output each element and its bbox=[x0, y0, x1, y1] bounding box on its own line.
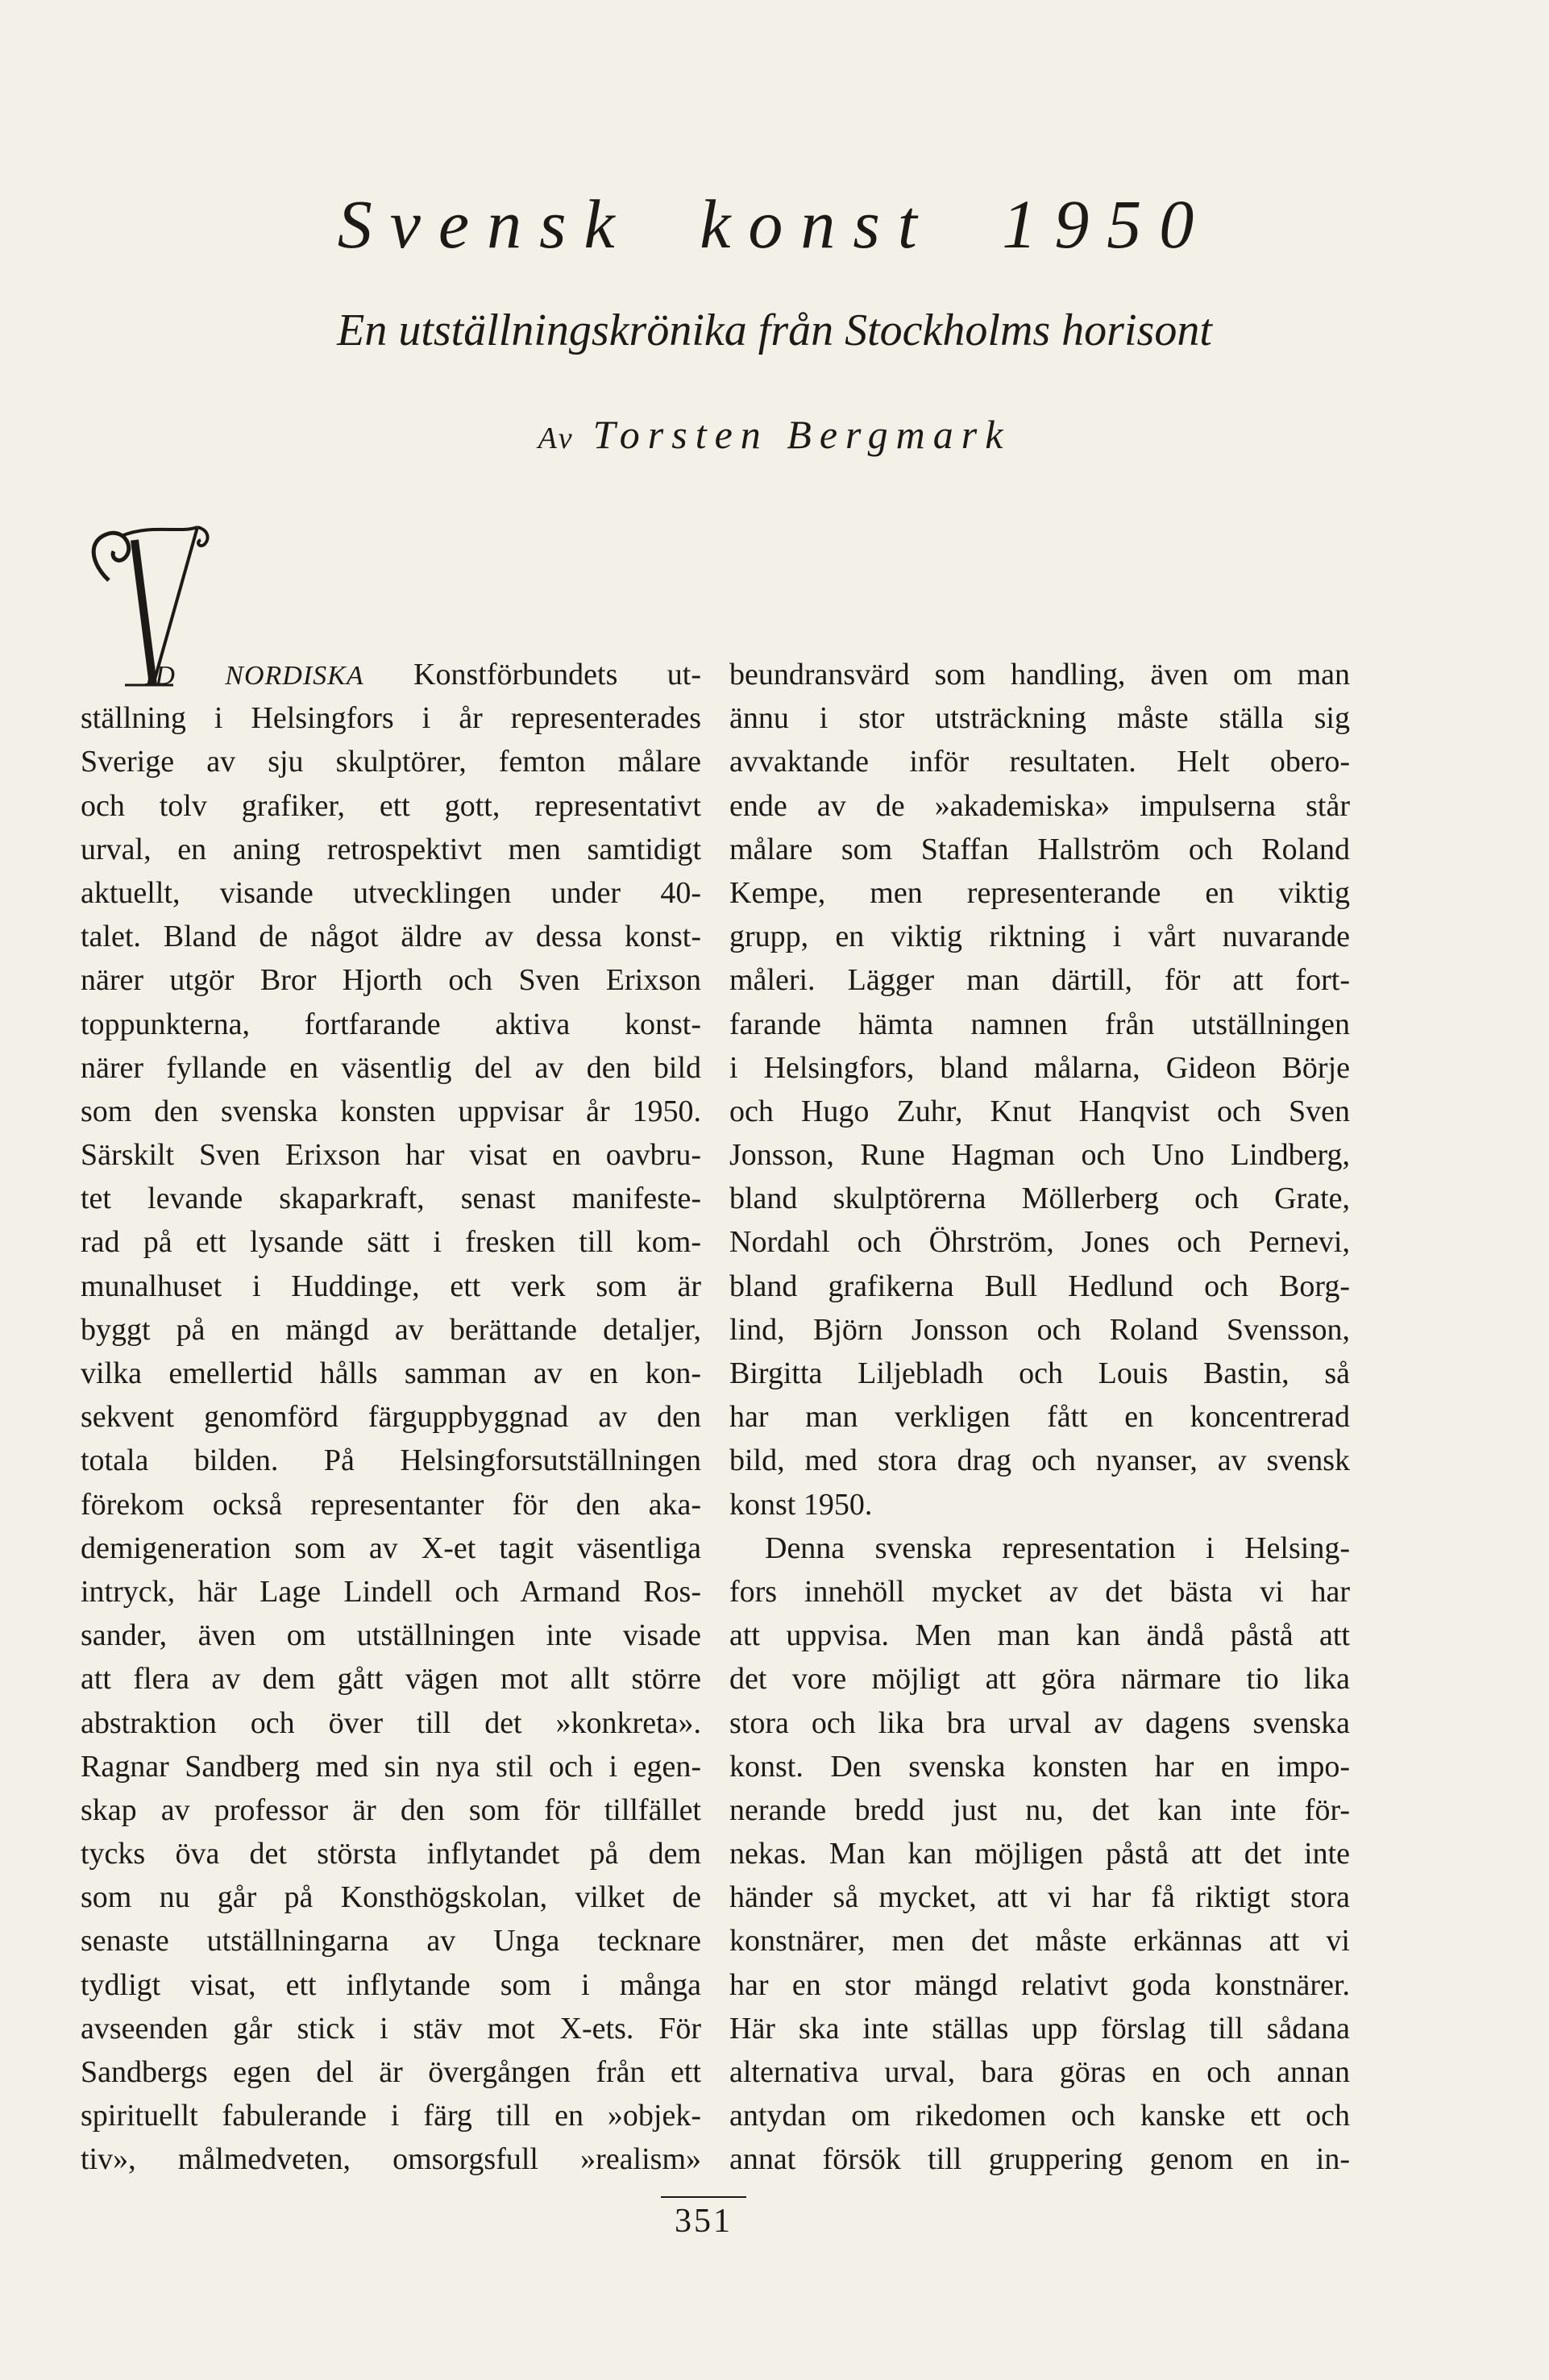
article-line: beundransvärd som handling, även om man bbox=[729, 658, 1350, 692]
article-line: i Helsingfors, bland målarna, Gideon Börje bbox=[729, 1050, 1350, 1085]
article-line: abstraktion och över till det »konkreta». bbox=[81, 1705, 701, 1740]
article-line: munalhuset i Huddinge, ett verk som är bbox=[81, 1269, 701, 1303]
article-line: farande hämta namnen från utställningen bbox=[729, 1007, 1350, 1041]
article-line: och tolv grafiker, ett gott, representativt bbox=[81, 788, 701, 823]
article-line: har en stor mängd relativt goda konstnärer. bbox=[729, 1967, 1350, 2002]
article-line: Här ska inte ställas upp förslag till sådana bbox=[729, 2011, 1350, 2046]
article-line: det vore möjligt att göra närmare tio lika bbox=[729, 1662, 1350, 1697]
article-line: tiv», målmedveten, omsorgsfull »realism» bbox=[81, 2142, 701, 2177]
article-line: närer fyllande en väsentlig del av den bild bbox=[81, 1050, 701, 1085]
article-line: att uppvisa. Men man kan ändå påstå att bbox=[729, 1618, 1350, 1653]
article-line: grupp, en viktig riktning i vårt nuvarande bbox=[729, 920, 1350, 954]
article-line: konst 1950. bbox=[729, 1487, 873, 1522]
article-line: tet levande skaparkraft, senast manifeste- bbox=[81, 1182, 701, 1216]
article-line: närer utgör Bror Hjorth och Sven Erixson bbox=[81, 963, 701, 998]
article-line: ställning i Helsingfors i år representerades bbox=[81, 701, 701, 736]
article-line bbox=[81, 653, 701, 696]
article-line: ännu i stor utsträckning måste ställa sig bbox=[729, 701, 1350, 736]
article-line: avseenden går stick i stäv mot X-ets. För bbox=[81, 2011, 701, 2046]
article-line: nerande bredd just nu, det kan inte för- bbox=[729, 1792, 1350, 1827]
article-line: senaste utställningarna av Unga tecknare bbox=[81, 1924, 701, 1958]
article-line: toppunkterna, fortfarande aktiva konst- bbox=[81, 1007, 701, 1041]
article-line: stora och lika bra urval av dagens svenska bbox=[729, 1705, 1350, 1740]
article-line: alternativa urval, bara göras en och annan bbox=[729, 2055, 1350, 2089]
byline-prefix: Av bbox=[538, 422, 575, 455]
article-line: byggt på en mängd av berättande detaljer, bbox=[81, 1312, 701, 1347]
article-line: lind, Björn Jonsson och Roland Svensson, bbox=[729, 1312, 1350, 1347]
article-line: Kempe, men representerande en viktig bbox=[729, 875, 1350, 910]
article-line: tycks öva det största inflytandet på dem bbox=[81, 1837, 701, 1871]
article-line: och Hugo Zuhr, Knut Hanqvist och Sven bbox=[729, 1094, 1350, 1128]
article-line: som den svenska konsten uppvisar år 1950. bbox=[81, 1094, 701, 1128]
article-line: antydan om rikedomen och kanske ett och bbox=[729, 2099, 1350, 2133]
article-line: urval, en aning retrospektivt men samtidigt bbox=[81, 832, 701, 866]
left-column bbox=[81, 653, 701, 2182]
article-line: nekas. Man kan möjligen påstå att det inte bbox=[729, 1837, 1350, 1871]
article-line: sander, även om utställningen inte visade bbox=[81, 1618, 701, 1653]
article-line: fors innehöll mycket av det bästa vi har bbox=[729, 1574, 1350, 1609]
article-line: intryck, här Lage Lindell och Armand Ros- bbox=[81, 1574, 701, 1609]
article-line: konstnärer, men det måste erkännas att vi bbox=[729, 1924, 1350, 1958]
article-line: Denna svenska representation i Helsing- bbox=[765, 1531, 1350, 1565]
article-line: målare som Staffan Hallström och Roland bbox=[729, 832, 1350, 866]
article-line: måleri. Lägger man därtill, för att fort- bbox=[729, 963, 1350, 998]
first-line-rest: Konstförbundets ut- bbox=[363, 658, 701, 692]
article-line: Ragnar Sandberg med sin nya stil och i egen- bbox=[81, 1749, 701, 1784]
article-line: totala bilden. På Helsingforsutställningen bbox=[81, 1443, 701, 1478]
article-line: ende av de »akademiska» impulserna står bbox=[729, 788, 1350, 823]
article-line: händer så mycket, att vi har få riktigt stora bbox=[729, 1880, 1350, 1915]
article-line: tydligt visat, ett inflytande som i många bbox=[81, 1967, 701, 2002]
article-line: som nu går på Konsthögskolan, vilket de bbox=[81, 1880, 701, 1915]
article-line: annat försök till gruppering genom en in- bbox=[729, 2142, 1350, 2177]
page-subtitle: En utställningskrönika från Stockholms horisont bbox=[337, 305, 1212, 355]
article-line: har man verkligen fått en koncentrerad bbox=[729, 1400, 1350, 1435]
article-line: att flera av dem gått vägen mot allt större bbox=[81, 1662, 701, 1697]
article-line: spirituellt fabulerande i färg till en »objek- bbox=[81, 2099, 701, 2133]
author-name: Torsten Bergmark bbox=[592, 412, 1011, 457]
article-line: konst. Den svenska konsten har en impo- bbox=[729, 1749, 1350, 1784]
article-line: skap av professor är den som för tillfället bbox=[81, 1792, 701, 1827]
article-line: bild, med stora drag och nyanser, av svensk bbox=[729, 1443, 1350, 1478]
article-line: Birgitta Liljebladh och Louis Bastin, så bbox=[729, 1356, 1350, 1390]
article-line: Sandbergs egen del är övergången från ett bbox=[81, 2055, 701, 2089]
page-number: 351 bbox=[675, 2203, 733, 2240]
article-line: bland skulptörerna Möllerberg och Grate, bbox=[729, 1182, 1350, 1216]
article-line: sekvent genomförd färguppbyggnad av den bbox=[81, 1400, 701, 1435]
article-line: Sverige av sju skulptörer, femton målare bbox=[81, 745, 701, 779]
right-column bbox=[729, 653, 1350, 2182]
article-line: rad på ett lysande sätt i fresken till kom- bbox=[81, 1225, 701, 1260]
article-line: Jonsson, Rune Hagman och Uno Lindberg, bbox=[729, 1138, 1350, 1173]
article-line: avvaktande inför resultaten. Helt obero- bbox=[729, 745, 1350, 779]
article-line: Särskilt Sven Erixson har visat en oavbru- bbox=[81, 1138, 701, 1173]
page-title: Svensk konst 1950 bbox=[337, 185, 1212, 263]
article-line: aktuellt, visande utvecklingen under 40- bbox=[81, 875, 701, 910]
lead-word: ID NORDISKA bbox=[145, 661, 364, 691]
article-line: förekom också representanter för den aka- bbox=[81, 1487, 701, 1522]
page-number-rule bbox=[661, 2196, 746, 2198]
article-line: talet. Bland de något äldre av dessa konst- bbox=[81, 920, 701, 954]
article-line: bland grafikerna Bull Hedlund och Borg- bbox=[729, 1269, 1350, 1303]
byline bbox=[0, 411, 1549, 458]
article-line: vilka emellertid hålls samman av en kon- bbox=[81, 1356, 701, 1390]
article-line: demigeneration som av X-et tagit väsentliga bbox=[81, 1531, 701, 1565]
article-line: Nordahl och Öhrström, Jones och Pernevi, bbox=[729, 1225, 1350, 1260]
